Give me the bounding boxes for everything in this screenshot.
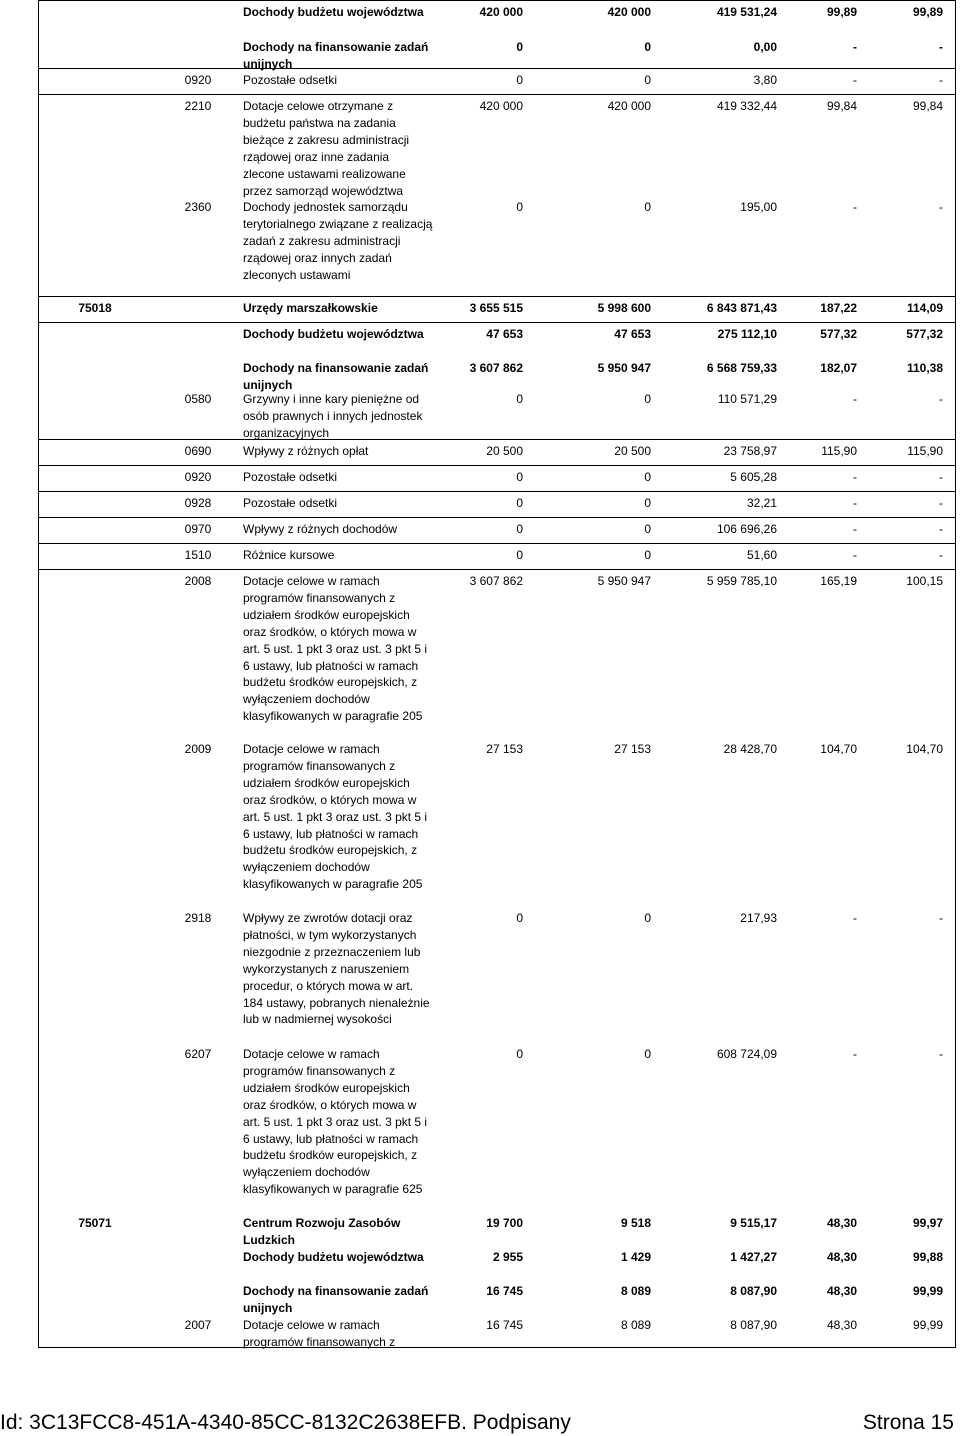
execution: 106 696,26 <box>716 522 777 536</box>
execution: 5 959 785,10 <box>706 574 777 588</box>
table-row <box>39 907 955 1043</box>
table-row <box>39 569 955 738</box>
item-name: Dochody budżetu województwa <box>243 1250 424 1264</box>
execution: 419 332,44 <box>716 99 777 113</box>
percent-changed: 99,89 <box>912 5 943 19</box>
section-code: 75071 <box>78 1216 112 1230</box>
execution: 32,21 <box>746 496 777 510</box>
execution: 8 087,90 <box>730 1284 777 1298</box>
paragraph-code: 1510 <box>184 548 212 562</box>
plan-initial: 3 607 862 <box>469 361 523 375</box>
table-row <box>39 517 955 543</box>
plan-initial: 0 <box>516 40 523 54</box>
plan-initial: 0 <box>516 1047 523 1061</box>
paragraph-code: 0920 <box>184 73 212 87</box>
item-name: Dotacje celowe w ramach programów finansowanych z udziałem środków europejskich oraz środków, o których mowa w art. 5 ust. 1 pkt 3 oraz ust. 3 pkt 5 i 6 ustawy, lub płatności w ramach budżetu środków europejskich, z wyłączeniem dochodów klasyfikowanych w paragrafie 205 <box>243 742 428 892</box>
percent-initial: 48,30 <box>826 1216 857 1230</box>
table-row <box>39 465 955 491</box>
percent-initial: 182,07 <box>820 361 857 375</box>
percent-initial: - <box>853 392 857 406</box>
percent-initial: 165,19 <box>820 574 857 588</box>
plan-after-changes: 1 429 <box>620 1250 651 1264</box>
execution: 608 724,09 <box>716 1047 777 1061</box>
plan-initial: 47 653 <box>486 327 523 341</box>
paragraph-code: 2918 <box>184 911 212 925</box>
plan-initial: 0 <box>516 73 523 87</box>
execution: 5 605,28 <box>730 470 777 484</box>
table-row <box>39 68 955 94</box>
table-row <box>39 1043 955 1212</box>
percent-changed: 100,15 <box>906 574 943 588</box>
plan-after-changes: 9 518 <box>620 1216 651 1230</box>
paragraph-code: 2008 <box>184 574 212 588</box>
plan-initial: 0 <box>516 496 523 510</box>
table-row <box>39 1280 955 1314</box>
plan-initial: 19 700 <box>486 1216 523 1230</box>
plan-initial: 0 <box>516 548 523 562</box>
paragraph-code: 0580 <box>184 392 212 406</box>
plan-initial: 0 <box>516 200 523 214</box>
plan-initial: 20 500 <box>486 444 523 458</box>
plan-after-changes: 0 <box>644 470 651 484</box>
plan-initial: 420 000 <box>479 5 523 19</box>
execution: 0,00 <box>753 40 777 54</box>
execution: 9 515,17 <box>730 1216 777 1230</box>
plan-initial: 27 153 <box>486 742 523 756</box>
plan-after-changes: 0 <box>644 548 651 562</box>
table-row <box>39 1212 955 1246</box>
plan-initial: 0 <box>516 911 523 925</box>
execution: 23 758,97 <box>723 444 777 458</box>
table-row <box>39 1314 955 1347</box>
plan-after-changes: 0 <box>644 40 651 54</box>
table-row <box>39 491 955 517</box>
item-name: Dotacje celowe w ramach programów finansowanych z udziałem środków europejskich oraz środków, o których mowa w art. 5 ust. 1 pkt 3 oraz ust. 3 pkt 5 i 6 ustawy, lub płatności w ramach budżetu środków europejskich, z wyłączeniem dochodów klasyfikowanych w paragrafie 205 <box>243 574 428 724</box>
item-name: Wpływy ze zwrotów dotacji oraz płatności, w tym wykorzystanych niezgodnie z przeznaczeniem lub wykorzystanych z naruszeniem procedur, o których mowa w art. 184 ustawy, pobranych nienależnie lub w nadmiernej wysokości <box>243 911 430 1027</box>
paragraph-code: 2360 <box>184 200 212 214</box>
section-code: 75018 <box>78 301 112 315</box>
execution: 3,80 <box>753 73 777 87</box>
plan-after-changes: 420 000 <box>607 99 651 113</box>
percent-changed: - <box>939 548 943 562</box>
paragraph-code: 0690 <box>184 444 212 458</box>
execution: 419 531,24 <box>716 5 777 19</box>
item-name: Dochody jednostek samorządu terytorialnego związane z realizacją zadań z zakresu administracji rządowej oraz innych zadań zleconych ustawami <box>243 200 433 282</box>
plan-initial: 16 745 <box>486 1284 523 1298</box>
plan-initial: 3 655 515 <box>469 301 523 315</box>
execution: 28 428,70 <box>723 742 777 756</box>
table-row <box>39 0 955 36</box>
paragraph-code: 0970 <box>184 522 212 536</box>
plan-after-changes: 0 <box>644 200 651 214</box>
percent-changed: 115,90 <box>907 444 943 458</box>
paragraph-code: 2009 <box>184 742 212 756</box>
plan-after-changes: 0 <box>644 911 651 925</box>
percent-changed: 110,38 <box>906 361 943 375</box>
plan-initial: 420 000 <box>479 99 523 113</box>
plan-initial: 0 <box>516 470 523 484</box>
item-name: Centrum Rozwoju Zasobów Ludzkich <box>243 1216 401 1247</box>
plan-after-changes: 0 <box>644 1047 651 1061</box>
table-row <box>39 296 955 322</box>
table-row <box>39 738 955 907</box>
percent-changed: 99,88 <box>912 1250 943 1264</box>
percent-initial: 48,30 <box>826 1318 857 1332</box>
plan-after-changes: 5 950 947 <box>597 361 651 375</box>
percent-initial: - <box>853 200 857 214</box>
plan-after-changes: 27 153 <box>614 742 651 756</box>
document-id: Id: 3C13FCC8-451A-4340-85CC-8132C2638EFB. Podpisany <box>0 1411 571 1434</box>
execution: 195,00 <box>740 200 777 214</box>
percent-changed: - <box>939 911 943 925</box>
execution: 275 112,10 <box>717 327 777 341</box>
plan-after-changes: 20 500 <box>614 444 651 458</box>
paragraph-code: 0920 <box>184 470 212 484</box>
table-row <box>39 439 955 465</box>
percent-initial: - <box>853 496 857 510</box>
execution: 8 087,90 <box>730 1318 777 1332</box>
plan-initial: 3 607 862 <box>469 574 523 588</box>
plan-initial: 16 745 <box>486 1318 523 1332</box>
percent-initial: - <box>853 522 857 536</box>
percent-initial: - <box>853 548 857 562</box>
paragraph-code: 0928 <box>184 496 212 510</box>
item-name: Pozostałe odsetki <box>243 496 338 510</box>
percent-initial: - <box>853 911 857 925</box>
item-name: Pozostałe odsetki <box>243 470 338 484</box>
item-name: Dochody na finansowanie zadań unijnych <box>243 1284 429 1315</box>
plan-after-changes: 8 089 <box>620 1318 651 1332</box>
percent-changed: - <box>939 73 943 87</box>
percent-initial: 48,30 <box>826 1250 857 1264</box>
percent-initial: 577,32 <box>820 327 857 341</box>
item-name: Dotacje celowe otrzymane z budżetu państwa na zadania bieżące z zakresu administracji rządowej oraz inne zadania zlecone ustawami realizowane przez samorząd województwa <box>243 99 410 198</box>
item-name: Dotacje celowe w ramach programów finansowanych z udziałem środków europejskich oraz środków, o których mowa w art. 5 ust. 1 pkt 3 oraz ust. 3 pkt 5 i 6 ustawy, lub płatności w ramach budżetu środków europejskich, z wyłączeniem dochodów klasyfikowanych w paragrafie 625 <box>243 1047 428 1197</box>
item-name: Urzędy marszałkowskie <box>243 301 378 315</box>
page-number: Strona 15 <box>862 1411 954 1434</box>
plan-after-changes: 5 998 600 <box>597 301 651 315</box>
plan-initial: 0 <box>516 392 523 406</box>
execution: 51,60 <box>746 548 777 562</box>
percent-changed: - <box>939 496 943 510</box>
percent-changed: - <box>939 470 943 484</box>
table-row <box>39 388 955 439</box>
percent-changed: - <box>939 1047 943 1061</box>
plan-after-changes: 0 <box>644 73 651 87</box>
item-name: Dochody budżetu województwa <box>243 5 424 19</box>
plan-after-changes: 0 <box>644 496 651 510</box>
execution: 1 427,27 <box>730 1250 777 1264</box>
plan-initial: 2 955 <box>492 1250 523 1264</box>
item-name: Dochody na finansowanie zadań unijnych <box>243 361 429 392</box>
table-row <box>39 1246 955 1280</box>
item-name: Dotacje celowe w ramach programów finansowanych z <box>243 1318 396 1349</box>
percent-initial: 104,70 <box>820 742 857 756</box>
percent-initial: 115,90 <box>821 444 857 458</box>
item-name: Dochody budżetu województwa <box>243 327 424 341</box>
plan-after-changes: 8 089 <box>620 1284 651 1298</box>
percent-changed: 99,97 <box>912 1216 943 1230</box>
item-name: Grzywny i inne kary pieniężne od osób prawnych i innych jednostek organizacyjnych <box>243 392 423 440</box>
plan-after-changes: 47 653 <box>614 327 651 341</box>
percent-changed: 104,70 <box>906 742 943 756</box>
table-row <box>39 357 955 392</box>
percent-changed: - <box>939 522 943 536</box>
percent-initial: 99,89 <box>826 5 857 19</box>
table-row <box>39 196 955 296</box>
plan-after-changes: 0 <box>644 522 651 536</box>
percent-changed: 114,09 <box>906 301 943 315</box>
table-row <box>39 322 955 357</box>
execution: 6 843 871,43 <box>706 301 777 315</box>
table-row <box>39 36 955 71</box>
percent-changed: - <box>939 40 943 54</box>
percent-changed: 99,99 <box>912 1318 943 1332</box>
item-name: Wpływy z różnych opłat <box>243 444 369 458</box>
plan-after-changes: 5 950 947 <box>597 574 651 588</box>
percent-initial: 187,22 <box>820 301 857 315</box>
item-name: Pozostałe odsetki <box>243 73 338 87</box>
item-name: Dochody na finansowanie zadań unijnych <box>243 40 429 71</box>
execution: 217,93 <box>740 911 777 925</box>
paragraph-code: 6207 <box>184 1047 212 1061</box>
percent-initial: 48,30 <box>826 1284 857 1298</box>
percent-initial: - <box>853 40 857 54</box>
item-name: Wpływy z różnych dochodów <box>243 522 398 536</box>
percent-initial: - <box>853 1047 857 1061</box>
paragraph-code: 2007 <box>184 1318 212 1332</box>
table-row <box>39 94 955 196</box>
execution: 6 568 759,33 <box>706 361 777 375</box>
execution: 110 571,29 <box>717 392 777 406</box>
percent-initial: - <box>853 73 857 87</box>
plan-after-changes: 420 000 <box>607 5 651 19</box>
percent-changed: 99,84 <box>912 99 943 113</box>
percent-changed: - <box>939 392 943 406</box>
table-row <box>39 543 955 569</box>
plan-initial: 0 <box>516 522 523 536</box>
percent-initial: - <box>853 470 857 484</box>
percent-initial: 99,84 <box>826 99 857 113</box>
percent-changed: 577,32 <box>906 327 943 341</box>
plan-after-changes: 0 <box>644 392 651 406</box>
budget-table <box>38 0 956 1348</box>
percent-changed: 99,99 <box>912 1284 943 1298</box>
paragraph-code: 2210 <box>184 99 212 113</box>
percent-changed: - <box>939 200 943 214</box>
item-name: Różnice kursowe <box>243 548 335 562</box>
